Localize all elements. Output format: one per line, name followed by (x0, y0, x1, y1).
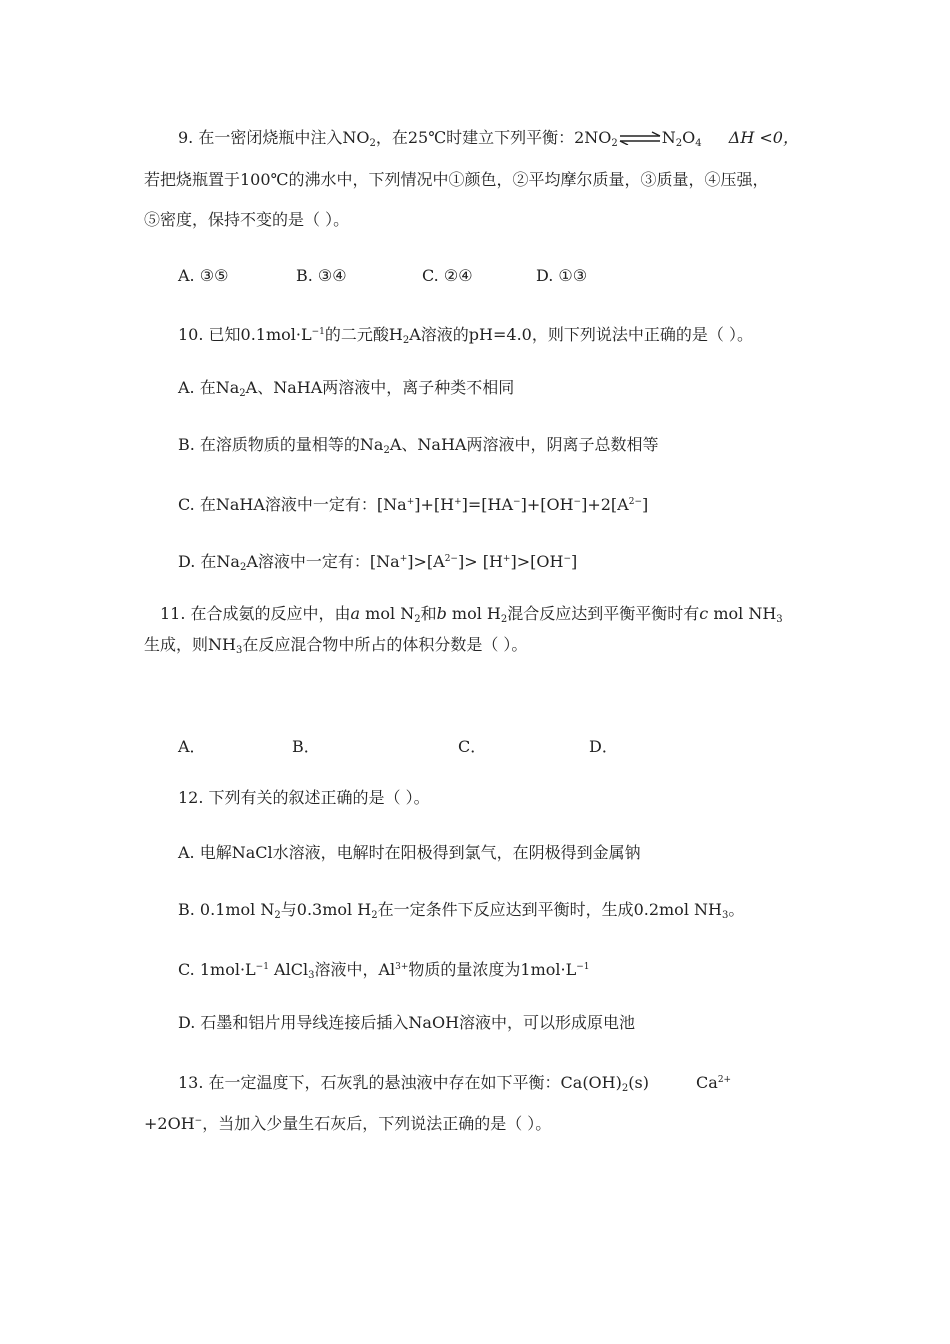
equilibrium-arrow-icon (618, 131, 662, 145)
q11-option-b[interactable]: B． (292, 737, 320, 756)
q12-option-a[interactable]: A. 电解NaCl水溶液，电解时在阳极得到氯气，在阴极得到金属钠 (178, 843, 641, 862)
q11-line-1: 11. 在合成氨的反应中，由a mol $N_2$和b mol $H_2$混合反应达到平衡平衡时有c mol $NH_3$ (160, 604, 783, 625)
q9-option-d[interactable]: D. ①③ (536, 266, 588, 285)
q11-option-a[interactable]: A． (178, 737, 206, 756)
q11-option-d[interactable]: D． (589, 737, 618, 756)
q9-option-a[interactable]: A. ③⑤ (178, 266, 229, 285)
q11-option-c[interactable]: C． (458, 737, 487, 756)
q11-line-2: 生成，则$NH_3$在反应混合物中所占的体积分数是（ ）。 (144, 635, 528, 656)
q12-option-c[interactable]: C. $1mol\cdot L^{-1}$ AlCl$_3$溶液中，$Al^{3+}$物质的量浓度为$1mol\cdot L^{-1}$ (178, 960, 590, 981)
q9-line-2: 若把烧瓶置于100℃的沸水中，下列情况中①颜色，②平均摩尔质量，③质量，④压强， (144, 170, 769, 189)
q9-option-b[interactable]: B. ③④ (296, 266, 347, 285)
q9-line-1: 9. 在一密闭烧瓶中注入$NO_2$，在25℃时建立下列平衡：$2NO_2$ $N_2O_4$ ΔH <0， (178, 128, 799, 149)
q10-stem: 10. 已知$0.1mol\cdot L^{-1}$的二元酸$H_2A$溶液的pH=4.0，则下列说法中正确的是（ ）。 (178, 325, 753, 346)
q10-option-a[interactable]: A. 在$Na_2A$、NaHA两溶液中，离子种类不相同 (178, 378, 515, 399)
q10-option-b[interactable]: B. 在溶质物质的量相等的$Na_2A$、NaHA两溶液中，阴离子总数相等 (178, 435, 659, 456)
delta-h: ΔH <0， (728, 128, 799, 147)
q13-line-2: +2OH−，当加入少量生石灰后，下列说法正确的是（ ）。 (144, 1114, 552, 1133)
q10-option-d[interactable]: D. 在$Na_2A$溶液中一定有：$[Na^+]>[A^{2-}]> [H^+]>[OH^-]$ (178, 552, 578, 573)
q13-line-1: 13. 在一定温度下，石灰乳的悬浊液中存在如下平衡：$Ca(OH)_2(s)$ $Ca^{2+}$ (178, 1073, 732, 1094)
q9-option-c[interactable]: C. ②④ (422, 266, 473, 285)
q9-line-3: ⑤密度，保持不变的是（ ）。 (144, 210, 350, 229)
q12-option-d[interactable]: D. 石墨和铝片用导线连接后插入NaOH溶液中，可以形成原电池 (178, 1013, 636, 1032)
q12-option-b[interactable]: B. 0.1mol $N_2$与0.3mol $H_2$在一定条件下反应达到平衡时，生成0.2mol $NH_3$。 (178, 900, 745, 921)
q12-stem: 12. 下列有关的叙述正确的是（ ）。 (178, 788, 430, 807)
q10-option-c[interactable]: C. 在NaHA溶液中一定有：$[Na^+]+[H^+]=[HA^-]+[OH^-]+2[A^{2-}]$ (178, 495, 649, 514)
